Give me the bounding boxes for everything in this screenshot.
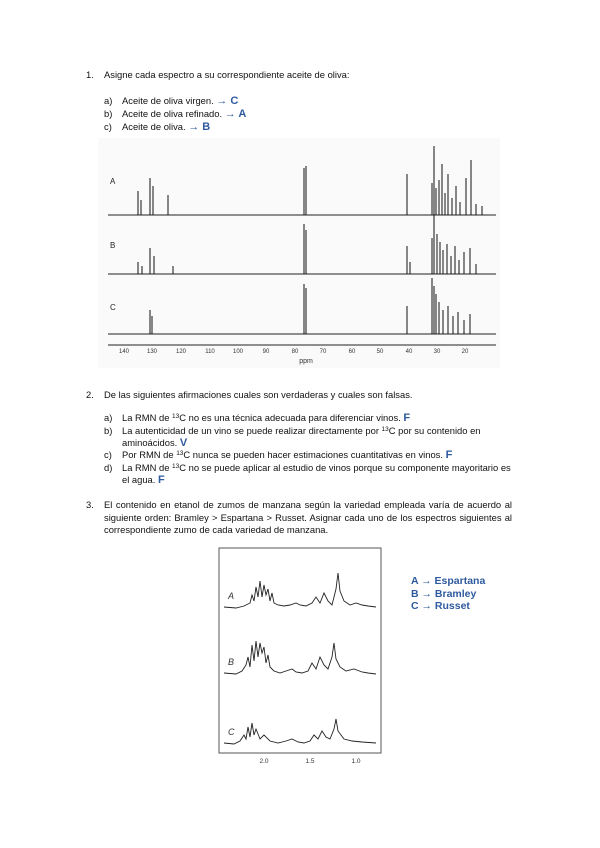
answer-c: C → Russet (411, 600, 470, 612)
tick-label: 80 (291, 349, 299, 355)
q1-option-b: b) Aceite de oliva refinado. → A (104, 107, 247, 120)
answer: → A (224, 107, 247, 120)
q1-option-c: c) Aceite de oliva. → B (104, 120, 211, 133)
tick-label: 100 (232, 349, 244, 355)
spectrum-label-C: C (228, 727, 235, 737)
spectrum-label-B: B (110, 241, 116, 250)
answer: F (157, 473, 165, 486)
question-number: 2. (86, 389, 94, 400)
x-axis-label: ppm (299, 358, 313, 365)
question-3 (86, 499, 512, 537)
answer: F (403, 412, 411, 424)
answer: V (179, 436, 188, 449)
tick-label: 120 (175, 349, 187, 355)
tick-label: 50 (376, 349, 384, 355)
answer-a: A → Espartana (411, 575, 486, 587)
q2-options (104, 412, 512, 487)
q1-options (104, 95, 504, 133)
spectrum-label-A: A (228, 591, 235, 601)
tick-label: 140 (118, 349, 130, 355)
question-text: Asigne cada espectro a su correspondiente aceite de oliva: (104, 69, 350, 80)
tick-label: 60 (348, 349, 356, 355)
q3-answers (411, 575, 485, 613)
tick-label: 1.0 (351, 758, 361, 765)
tick-label: 70 (319, 349, 327, 355)
tick-label: 1.5 (305, 758, 315, 765)
apple-juice-spectra-figure (216, 545, 384, 770)
question-2 (86, 389, 526, 402)
q2-statement-a: a) La RMN de $^{13}$C no es una técnica adecuada para diferenciar vinos. F (104, 412, 411, 424)
answer: F (445, 449, 453, 462)
q2-statement-b: b) La autenticidad de un vino se puede realizar directamente por $^{13}$C por su contenido en aminoácidos. V (104, 424, 481, 449)
q2-statement-d: d) La RMN de $^{13}$C no se puede aplicar al estudio de vinos porque su componente mayoritario es el agua. F (104, 462, 511, 486)
question-1 (86, 69, 526, 82)
spectrum-label-B: B (228, 657, 235, 667)
answer: → C (216, 95, 239, 107)
olive-oil-spectra-figure (98, 138, 500, 368)
question-text: El contenido en etanol de zumos de manzana según la variedad empleada varía de acuerdo al siguiente orden: Bramley > Espartana > Russet. Asignar cada uno de los espectros siguientes al correspondiente zumo de cada variedad de manzana. (104, 499, 512, 535)
question-number: 3. (86, 499, 94, 510)
q2-statement-c: c) Por RMN de $^{13}$C nunca se pueden hacer estimaciones cuantitativas en vinos. F (104, 449, 453, 462)
tick-label: 90 (262, 349, 270, 355)
q1-option-a: a) Aceite de oliva virgen. → C (104, 95, 239, 107)
question-number: 1. (86, 69, 94, 80)
answer-b: B → Bramley (411, 587, 477, 600)
question-text: De las siguientes afirmaciones cuales son verdaderas y cuales son falsas. (104, 389, 413, 400)
tick-label: 2.0 (259, 758, 269, 765)
tick-label: 130 (146, 349, 158, 355)
tick-label: 30 (433, 349, 441, 355)
tick-label: 20 (461, 349, 469, 355)
tick-label: 110 (205, 349, 215, 355)
spectrum-label-C: C (110, 303, 116, 312)
answer: → B (188, 120, 211, 133)
tick-label: 40 (405, 349, 413, 355)
spectrum-label-A: A (110, 177, 116, 186)
